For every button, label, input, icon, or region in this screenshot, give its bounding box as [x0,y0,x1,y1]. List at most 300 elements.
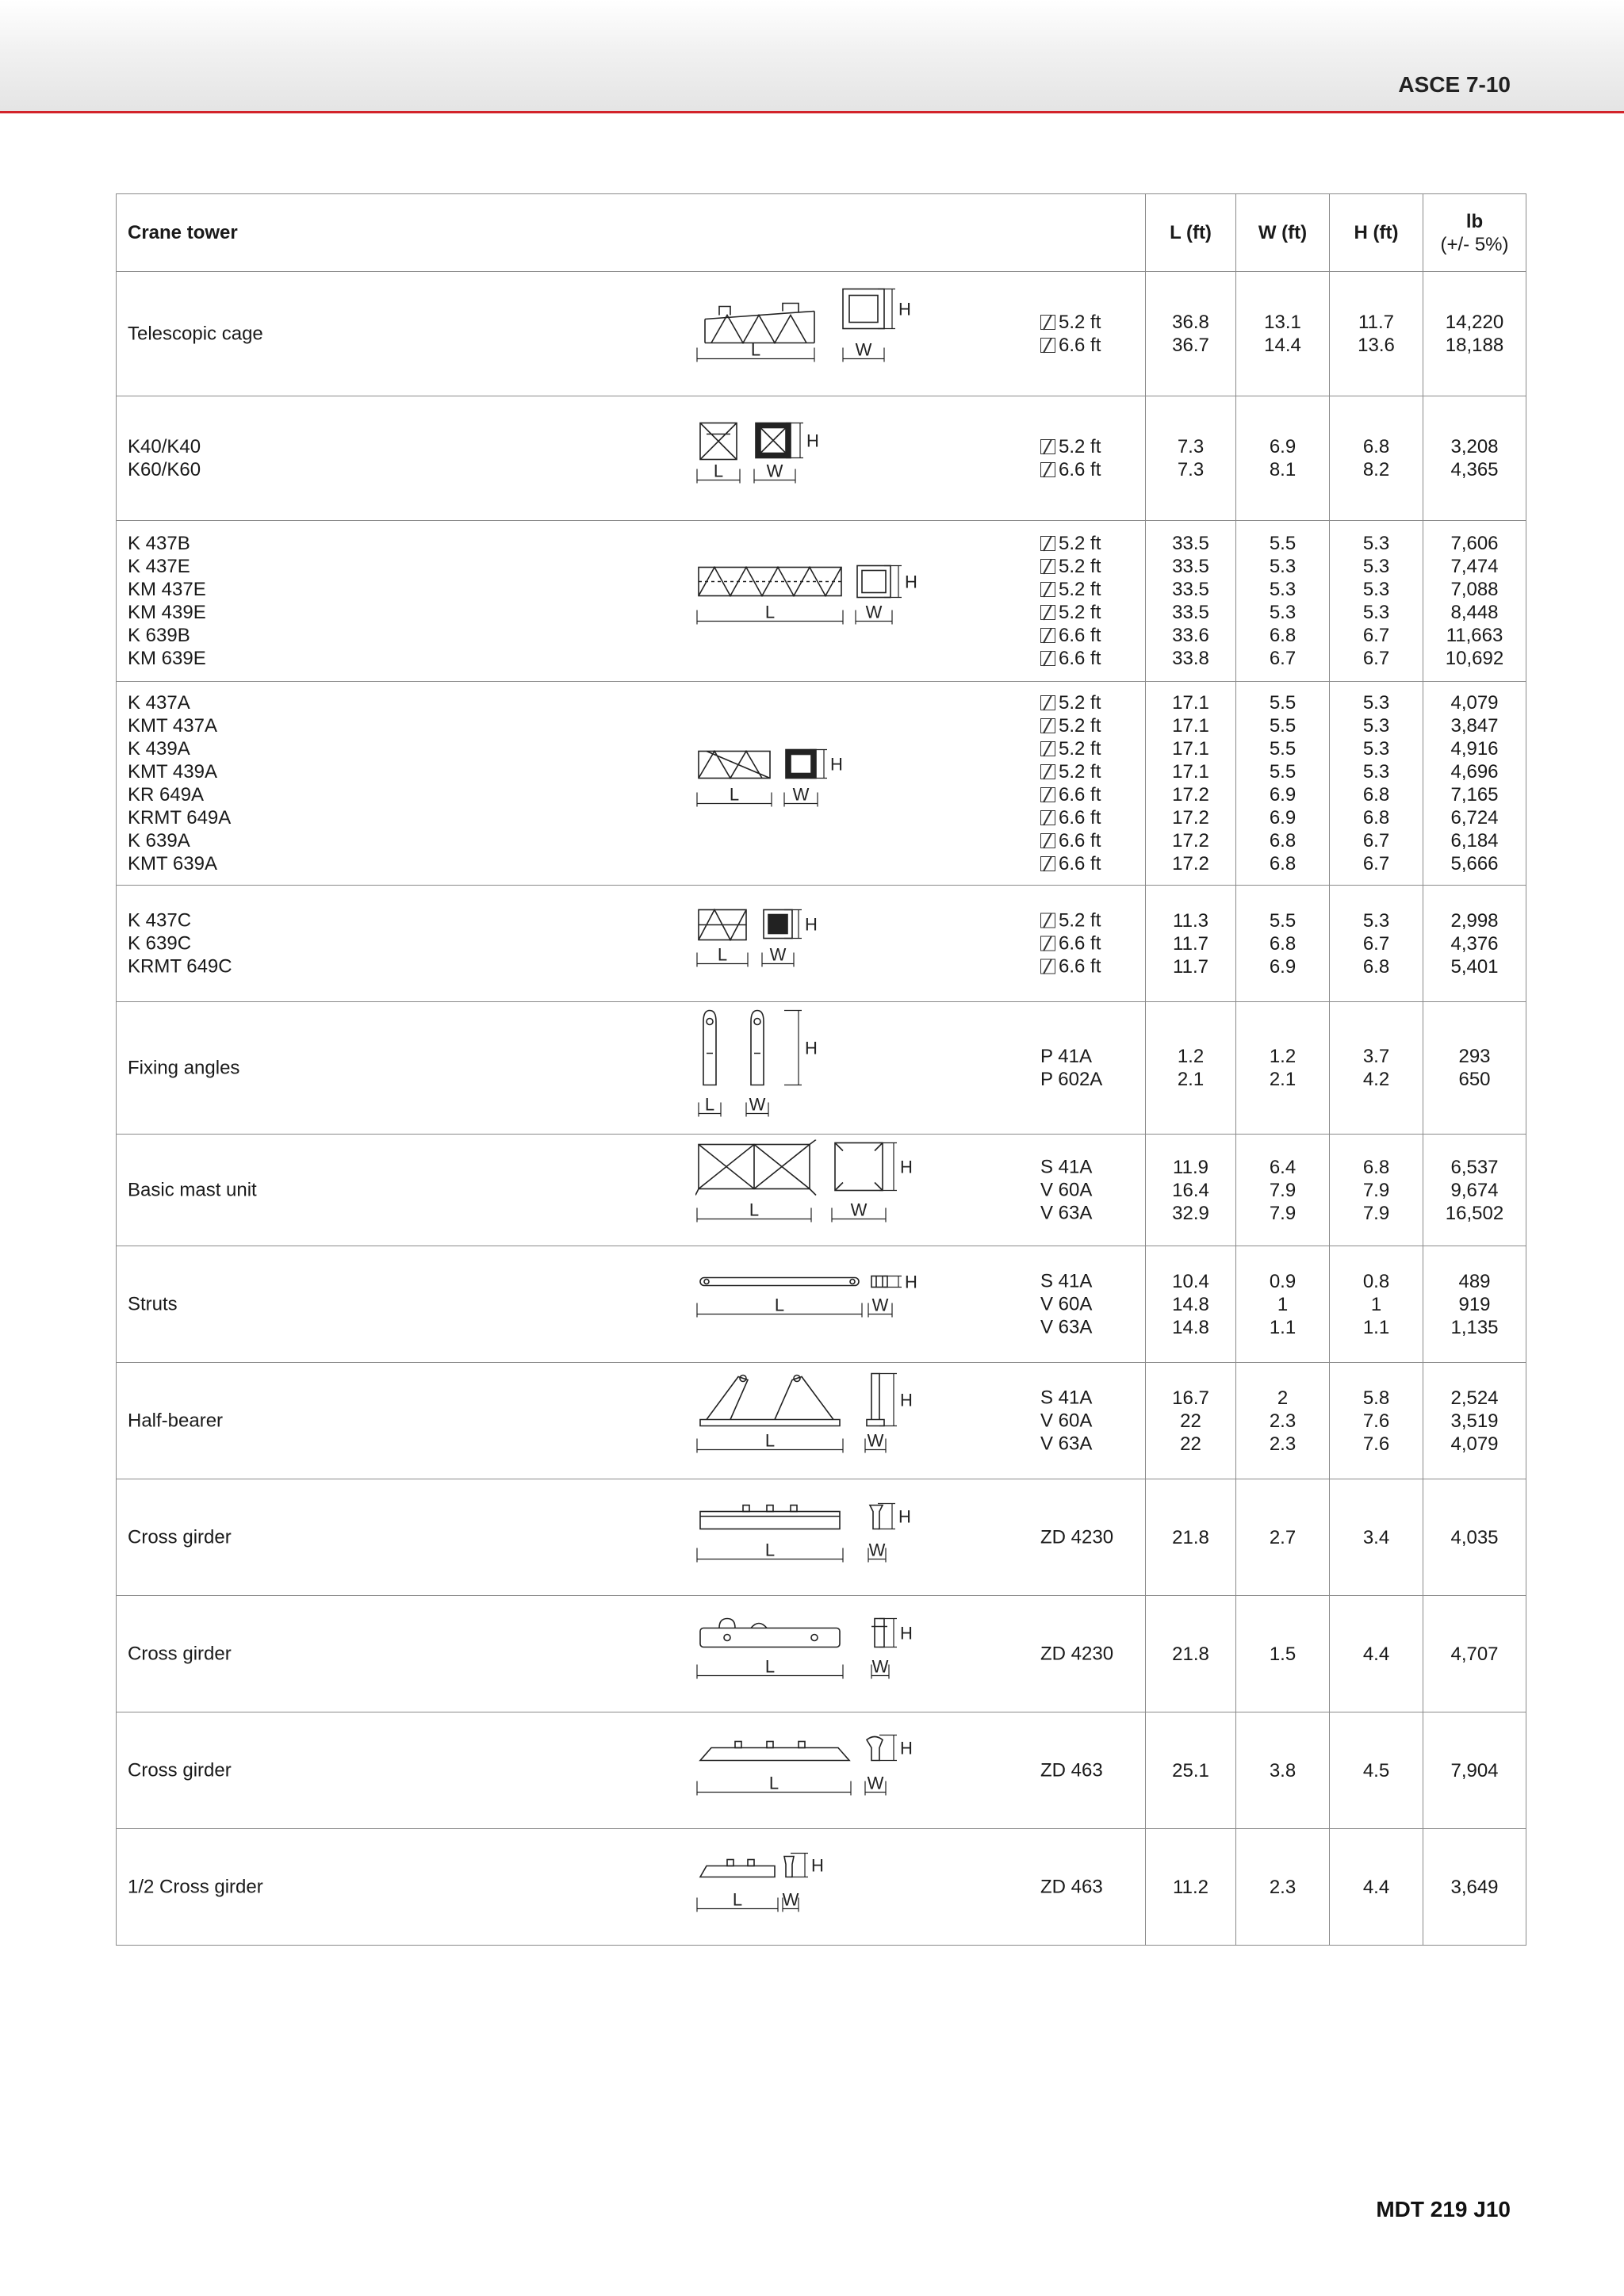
height-cell [1330,521,1423,682]
variant-label: 5.2 ft [1059,715,1101,737]
variant-item [1040,1526,1113,1549]
width-cell-value: 3.8 [1269,1759,1297,1781]
component-name: KMT 437A [128,715,217,737]
telescopic-cage-drawing [695,288,933,381]
component-cell [117,1479,1146,1596]
dimension-label-h: H [898,299,911,320]
component-name: Fixing angles [128,1057,240,1079]
width-cell-value: 2 [1277,1387,1289,1409]
weight-cell [1423,272,1526,396]
dimension-label-l: L [717,944,728,965]
width-cell-value: 6.9 [1269,436,1297,457]
dimension-label-h: H [900,1390,913,1410]
width-cell [1236,682,1330,886]
height-cell [1330,1479,1423,1596]
table-row [117,1246,1526,1363]
table-row [117,272,1526,396]
weight-cell-value: 18,188 [1445,335,1504,356]
width-cell-value: 5.5 [1269,909,1297,932]
width-cell-value: 1 [1277,1293,1289,1315]
length-cell-value: 25.1 [1172,1759,1209,1781]
width-cell [1236,272,1330,396]
width-cell [1236,886,1330,1002]
dimension-label-l: L [732,1889,743,1910]
variant-item [1040,806,1101,829]
table-header-row [117,194,1526,272]
component-names [128,1643,232,1666]
variant-label: P 41A [1040,1046,1092,1067]
variant-item [1040,1433,1092,1456]
weight-cell-value: 4,707 [1450,1643,1499,1665]
weight-cell-value: 650 [1458,1069,1491,1090]
weight-cell-value: 7,088 [1450,579,1499,600]
length-cell-value: 17.2 [1172,853,1209,874]
width-cell-value: 5.5 [1269,761,1297,783]
half-bearer-drawing [695,1371,941,1471]
variant-list [1040,1526,1113,1549]
dimension-label-h: H [900,1738,913,1758]
variant-label: 5.2 ft [1059,738,1101,760]
length-cell-value: 33.8 [1172,648,1209,669]
variant-item [1040,1068,1102,1091]
mast-section-icon [1040,741,1055,756]
height-cell-value: 5.3 [1362,556,1390,577]
variant-label: 5.2 ft [1059,312,1101,333]
variant-label: 6.6 ft [1059,459,1101,480]
variant-item [1040,737,1101,760]
width-cell [1236,1135,1330,1246]
variant-list [1040,1643,1113,1666]
width-cell [1236,1363,1330,1479]
component-name: K 437A [128,692,190,714]
length-cell-value: 11.3 [1173,909,1208,932]
component-name: Struts [128,1293,178,1315]
variant-item [1040,714,1101,737]
weight-cell-value: 919 [1458,1293,1491,1315]
mast-section-icon [1040,718,1055,733]
dimension-label-l: L [749,1200,760,1220]
header-weight [1423,194,1526,272]
mast-section-icon [1040,462,1055,477]
length-cell-value: 16.4 [1172,1179,1209,1201]
height-cell-value: 5.3 [1362,715,1390,737]
dimension-label-w: W [867,1430,884,1451]
component-name: KMT 639A [128,853,217,874]
variant-item [1040,691,1101,714]
length-cell-value: 36.7 [1172,335,1209,356]
weight-cell-value: 8,448 [1450,602,1499,623]
variant-list [1040,1759,1103,1782]
component-cell [117,396,1146,521]
length-cell-value: 17.1 [1172,761,1209,783]
variant-label: S 41A [1040,1387,1093,1409]
height-cell-value: 5.3 [1362,761,1390,783]
table-row [117,1596,1526,1712]
width-cell-value: 6.8 [1269,625,1297,646]
variant-list [1040,691,1101,875]
variant-list [1040,311,1101,357]
variant-label: 6.6 ft [1059,955,1101,978]
length-cell-value: 14.8 [1172,1293,1209,1315]
variant-item [1040,1410,1092,1433]
component-cell [117,1135,1146,1246]
variant-item [1040,1387,1092,1410]
page-header-band [0,0,1624,113]
component-names [128,323,263,346]
dimension-label-h: H [805,914,818,935]
length-cell-value: 22 [1180,1410,1201,1432]
dimension-label-h: H [900,1623,913,1644]
component-cell [117,886,1146,1002]
component-names [128,1876,263,1899]
length-cell-value: 14.8 [1172,1316,1209,1338]
variant-item [1040,1179,1092,1202]
length-cell [1146,1002,1236,1135]
table-row [117,1829,1526,1946]
length-cell-value: 2.1 [1177,1069,1205,1090]
length-cell-value: 36.8 [1172,312,1209,333]
length-cell-value: 17.2 [1172,807,1209,828]
variant-label: S 41A [1040,1270,1093,1292]
height-cell-value: 4.2 [1362,1069,1390,1090]
height-cell-value: 6.8 [1362,436,1390,457]
variant-label: 6.6 ft [1059,807,1101,828]
component-name: KMT 439A [128,761,217,783]
dimension-label-h: H [905,572,917,592]
width-cell [1236,1829,1330,1946]
variant-item [1040,555,1101,578]
height-cell-value: 4.4 [1362,1876,1390,1898]
weight-cell-value: 6,724 [1450,807,1499,828]
weight-cell-value: 5,666 [1450,853,1499,874]
component-name: K 437C [128,909,192,932]
weight-cell-value: 3,208 [1450,436,1499,457]
length-cell [1146,1596,1236,1712]
variant-label: 6.6 ft [1059,625,1101,646]
weight-cell-value: 4,365 [1450,459,1499,480]
length-cell-value: 7.3 [1177,459,1205,480]
component-name: Telescopic cage [128,323,263,345]
variant-list [1040,532,1101,670]
component-names [128,1179,257,1202]
component-name: KM 439E [128,602,206,623]
mast-section-icon [1040,833,1055,848]
weight-cell [1423,886,1526,1002]
weight-cell [1423,1712,1526,1829]
height-cell-value: 6.8 [1362,1156,1390,1178]
width-cell-value: 5.3 [1269,602,1297,623]
header-weight-unit: lb [1465,210,1484,232]
dimension-label-w: W [871,1295,889,1315]
mast-section-icon [1040,559,1055,574]
width-cell-value: 2.1 [1269,1069,1297,1090]
variant-label: 6.6 ft [1059,853,1101,874]
width-cell [1236,1596,1330,1712]
length-cell [1146,682,1236,886]
variant-list [1040,909,1101,978]
length-cell [1146,1712,1236,1829]
variant-item [1040,578,1101,601]
component-name: K 437E [128,556,190,577]
length-cell-value: 33.5 [1172,579,1209,600]
height-cell-value: 7.9 [1362,1179,1390,1201]
weight-cell-value: 293 [1458,1046,1491,1067]
mast-section-icon [1040,338,1055,353]
variant-label: 6.6 ft [1059,932,1101,955]
height-cell-value: 6.7 [1362,625,1390,646]
dimension-label-l: L [774,1295,785,1315]
dimension-label-l: L [713,461,724,481]
length-cell-value: 17.1 [1172,738,1209,760]
variant-label: 5.2 ft [1059,692,1101,714]
component-name: K60/K60 [128,459,201,480]
variant-item [1040,909,1101,932]
variant-item [1040,932,1101,955]
component-names [128,691,231,875]
dimension-label-l: L [729,784,740,805]
variant-label: 5.2 ft [1059,533,1101,554]
k40-k60-drawing [695,420,846,497]
width-cell-value: 6.8 [1269,853,1297,874]
variant-label: 5.2 ft [1059,909,1101,932]
variant-label: ZD 4230 [1040,1643,1114,1665]
height-cell [1330,1829,1423,1946]
height-cell-value: 6.8 [1362,807,1390,828]
length-cell-value: 11.7 [1173,932,1208,955]
length-cell [1146,521,1236,682]
length-cell-value: 7.3 [1177,436,1205,457]
weight-cell-value: 489 [1458,1270,1491,1292]
mast-section-icon [1040,605,1055,620]
width-cell [1236,1479,1330,1596]
component-names [128,1057,239,1080]
component-name: KM 437E [128,579,206,600]
variant-label: 5.2 ft [1059,556,1101,577]
height-cell-value: 5.3 [1362,738,1390,760]
weight-cell [1423,1002,1526,1135]
header-weight-tolerance: (+/- 5%) [1440,233,1509,255]
height-cell [1330,682,1423,886]
table-row [117,886,1526,1002]
variant-item [1040,1045,1102,1068]
length-cell-value: 11.7 [1173,955,1208,978]
dimension-label-h: H [806,430,819,451]
half-cross-girder-drawing [695,1849,854,1926]
width-cell-value: 13.1 [1264,312,1301,333]
weight-cell-value: 1,135 [1450,1316,1499,1338]
height-cell-value: 5.3 [1362,692,1390,714]
component-name: K 437B [128,533,190,554]
variant-list [1040,1270,1092,1339]
dimension-label-h: H [898,1506,911,1527]
height-cell-value: 6.7 [1362,830,1390,851]
height-cell-value: 4.4 [1362,1643,1390,1665]
variant-list [1040,1045,1102,1091]
variant-label: V 63A [1040,1202,1093,1224]
variant-label: 6.6 ft [1059,784,1101,806]
variant-list [1040,435,1101,481]
width-cell-value: 6.8 [1269,830,1297,851]
height-cell-value: 1.1 [1362,1316,1390,1338]
component-cell [117,272,1146,396]
height-cell-value: 0.8 [1362,1270,1390,1292]
weight-cell-value: 14,220 [1445,312,1504,333]
height-cell-value: 13.6 [1358,335,1395,356]
height-cell-value: 7.6 [1362,1433,1390,1455]
variant-label: 5.2 ft [1059,436,1101,457]
component-name: KRMT 649C [128,955,232,978]
model-label: MDT 219 J10 [1376,2197,1511,2221]
height-cell-value: 6.8 [1362,784,1390,806]
width-cell-value: 5.5 [1269,738,1297,760]
width-cell [1236,396,1330,521]
height-cell-value: 5.8 [1362,1387,1390,1409]
height-cell [1330,272,1423,396]
length-cell-value: 17.1 [1172,692,1209,714]
mast-section-icon [1040,439,1055,454]
length-cell-value: 33.6 [1172,625,1209,646]
variant-item [1040,955,1101,978]
mast-section-icon [1040,856,1055,871]
height-cell [1330,886,1423,1002]
height-cell-value: 6.7 [1362,932,1390,955]
width-cell-value: 6.8 [1269,932,1297,955]
variant-item [1040,783,1101,806]
width-cell-value: 5.3 [1269,579,1297,600]
weight-cell-value: 11,663 [1446,625,1503,646]
table-row [117,1135,1526,1246]
variant-label: ZD 4230 [1040,1526,1114,1548]
weight-cell-value: 5,401 [1450,955,1499,978]
weight-cell [1423,396,1526,521]
variant-list [1040,1156,1092,1225]
cross-girder-1-drawing [695,1499,933,1576]
dimension-label-h: H [900,1157,913,1177]
component-cell [117,1712,1146,1829]
component-name: KM 639E [128,648,206,669]
width-cell-value: 7.9 [1269,1179,1297,1201]
width-cell-value: 0.9 [1269,1270,1297,1292]
variant-list [1040,1876,1103,1899]
variant-item [1040,647,1101,670]
component-name: Cross girder [128,1759,232,1781]
component-cell [117,1829,1146,1946]
variant-label: 5.2 ft [1059,602,1101,623]
variant-item [1040,829,1101,852]
weight-cell-value: 3,649 [1450,1876,1499,1898]
weight-cell-value: 3,847 [1450,715,1499,737]
weight-cell-value: 10,692 [1445,648,1504,669]
component-spec-table [116,193,1526,1946]
component-name: Half-bearer [128,1410,224,1432]
dimension-label-l: L [704,1094,715,1115]
component-name: KRMT 649A [128,807,232,828]
variant-label: 5.2 ft [1059,579,1101,600]
variant-item [1040,760,1101,783]
width-cell-value: 6.9 [1269,807,1297,828]
dimension-label-w: W [855,339,872,360]
variant-item [1040,1202,1092,1225]
mast-section-icon [1040,315,1055,330]
weight-cell [1423,1829,1526,1946]
component-name: K40/K40 [128,436,201,457]
dimension-label-w: W [867,1773,884,1793]
mast-section-icon [1040,764,1055,779]
length-cell-value: 17.2 [1172,784,1209,806]
k437a-mast-drawing [695,745,878,822]
weight-cell-value: 4,696 [1450,761,1499,783]
length-cell [1146,886,1236,1002]
header-red-rule [0,111,1624,113]
height-cell [1330,1246,1423,1363]
width-cell-value: 2.3 [1269,1876,1297,1898]
width-cell-value: 6.9 [1269,784,1297,806]
weight-cell [1423,1135,1526,1246]
variant-label: 6.6 ft [1059,830,1101,851]
width-cell-value: 14.4 [1264,335,1301,356]
fixing-angles-drawing [695,1006,838,1131]
standard-label: ASCE 7-10 [1398,72,1511,97]
weight-cell-value: 2,998 [1450,909,1499,932]
weight-cell-value: 7,606 [1450,533,1499,554]
length-cell-value: 33.5 [1172,602,1209,623]
component-names [128,1759,232,1782]
mast-section-icon [1040,959,1055,974]
component-cell [117,1246,1146,1363]
length-cell [1146,1246,1236,1363]
mast-section-icon [1040,695,1055,710]
dimension-label-w: W [871,1656,889,1677]
length-cell-value: 32.9 [1172,1202,1209,1224]
height-cell [1330,1596,1423,1712]
dimension-label-l: L [764,1540,776,1560]
height-cell-value: 3.7 [1362,1046,1390,1067]
width-cell-value: 1.2 [1269,1046,1297,1067]
length-cell [1146,1135,1236,1246]
height-cell-value: 1 [1370,1293,1382,1315]
cross-girder-3-drawing [695,1732,933,1809]
weight-cell-value: 2,524 [1450,1387,1499,1409]
dimension-label-w: W [782,1889,799,1910]
width-cell [1236,1712,1330,1829]
height-cell-value: 11.7 [1358,312,1394,333]
width-cell-value: 5.3 [1269,556,1297,577]
weight-cell-value: 4,079 [1450,692,1499,714]
height-cell-value: 7.6 [1362,1410,1390,1432]
variant-label: V 60A [1040,1410,1093,1432]
mast-section-icon [1040,651,1055,666]
weight-cell [1423,1596,1526,1712]
width-cell [1236,521,1330,682]
dimension-label-l: L [768,1773,779,1793]
dimension-label-w: W [749,1094,766,1115]
struts-drawing [695,1270,949,1339]
length-cell-value: 11.9 [1173,1156,1208,1178]
height-cell [1330,1002,1423,1135]
component-name: 1/2 Cross girder [128,1876,263,1898]
width-cell-value: 1.5 [1269,1643,1297,1665]
length-cell-value: 16.7 [1172,1387,1209,1409]
dimension-label-l: L [750,339,761,360]
weight-cell-value: 7,165 [1450,784,1499,806]
component-names [128,1293,178,1316]
width-cell-value: 5.5 [1269,533,1297,554]
height-cell-value: 5.3 [1362,579,1390,600]
width-cell-value: 5.5 [1269,692,1297,714]
length-cell-value: 22 [1180,1433,1201,1455]
table-row [117,396,1526,521]
weight-cell-value: 9,674 [1450,1179,1499,1201]
